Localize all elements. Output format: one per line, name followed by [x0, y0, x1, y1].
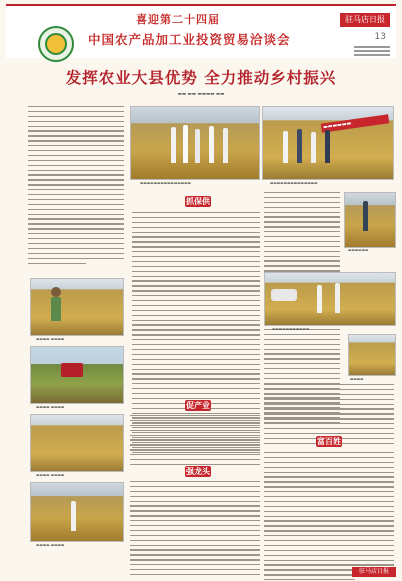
- article-byline: ▬▬ ▬▬ ▬▬▬▬ ▬▬: [177, 92, 225, 97]
- tractor-shape: [61, 363, 83, 377]
- article-title: 发挥农业大县优势 全力推动乡村振兴: [65, 69, 337, 87]
- page-header: [6, 6, 396, 58]
- person-figure: [209, 126, 214, 163]
- newspaper-brand: 驻马店日报: [340, 13, 390, 27]
- person-figure: [311, 132, 316, 163]
- photo-caption: ▬▬▬▬▬▬: [348, 248, 369, 252]
- section-badge: 强龙头: [186, 467, 210, 476]
- photo-caption: ▬▬▬▬ ▬▬▬▬: [36, 405, 65, 409]
- photo-caption: ▬▬▬▬ ▬▬▬▬: [36, 543, 65, 547]
- header-supertitle: 喜迎第二十四届: [136, 13, 220, 26]
- page-number: 13: [374, 32, 386, 42]
- expo-logo-icon: [38, 26, 74, 62]
- body-text-column: [130, 481, 260, 579]
- header-banner: 中国农产品加工业投资贸易洽谈会: [88, 32, 291, 47]
- person-figure: [183, 125, 188, 163]
- photo-field-workers: [344, 192, 396, 248]
- photo-officials-inspection: [130, 106, 260, 180]
- person-figure: [195, 129, 200, 163]
- section-badge: 抓保供: [186, 197, 210, 206]
- person-figure: [171, 127, 176, 163]
- photo-caption: ▬▬▬▬▬▬▬▬▬▬▬▬▬▬▬: [140, 181, 191, 185]
- person-figure: [51, 297, 61, 321]
- person-figure: [297, 129, 302, 163]
- red-banner-sign: ▬▬▬▬▬▬: [321, 114, 390, 132]
- photo-caption: ▬▬▬▬ ▬▬▬▬: [36, 473, 65, 477]
- photo-storage: [30, 482, 124, 542]
- section-badge: 富百姓: [317, 437, 341, 446]
- person-figure: [363, 201, 368, 231]
- body-text-column: [264, 452, 394, 581]
- photo-caption: ▬▬▬▬▬▬▬▬▬▬▬: [272, 327, 310, 331]
- person-figure: [71, 501, 76, 531]
- photo-banner-visit: [262, 106, 394, 180]
- car-shape: [271, 289, 297, 301]
- person-figure: [317, 285, 322, 313]
- person-figure: [325, 130, 330, 163]
- header-meta-lines: [354, 44, 390, 58]
- photo-wheat-closeup: [348, 334, 396, 376]
- photo-harvest-car: [264, 272, 396, 326]
- body-text-column: [130, 415, 260, 469]
- intro-text-column: [28, 106, 124, 267]
- photo-caption: ▬▬▬▬▬▬▬▬▬▬▬▬▬▬: [270, 181, 318, 185]
- footer-brand: 驻马店日报: [352, 567, 396, 577]
- section-badge: 促产业: [186, 401, 210, 410]
- person-head: [51, 287, 61, 297]
- photo-caption: ▬▬▬▬ ▬▬▬▬: [36, 337, 65, 341]
- person-figure: [335, 283, 340, 313]
- photo-corn-field: [30, 414, 124, 472]
- photo-tractor: [30, 346, 124, 404]
- photo-woman-wheat: [30, 278, 124, 336]
- person-figure: [283, 131, 288, 163]
- photo-caption: ▬▬▬▬: [350, 377, 364, 381]
- logo-emblem: [45, 33, 67, 55]
- person-figure: [223, 128, 228, 163]
